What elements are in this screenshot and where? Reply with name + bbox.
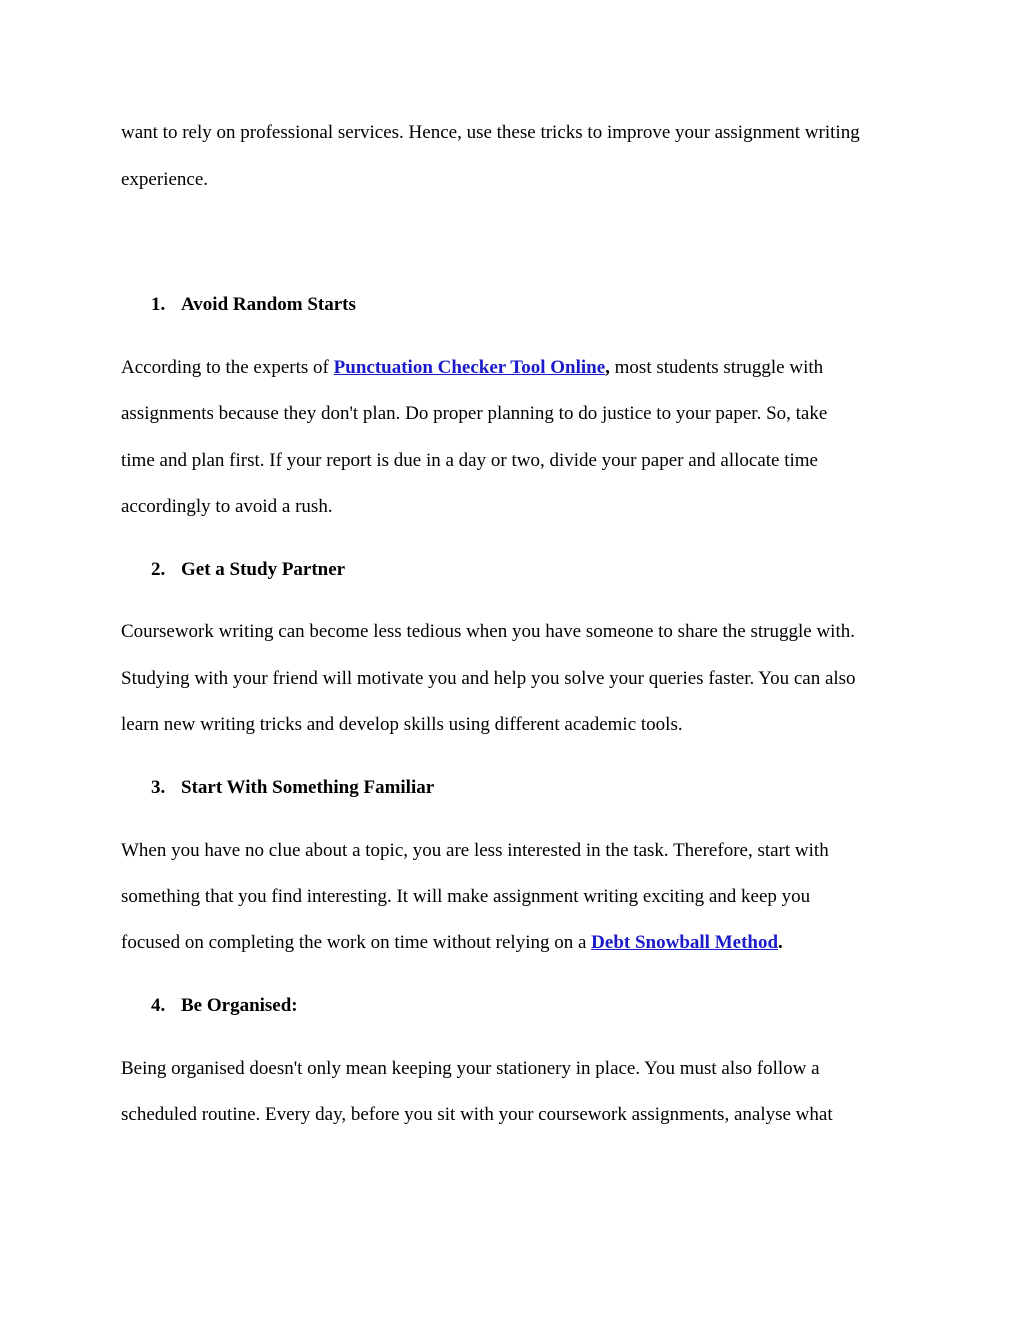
intro-line-1: want to rely on professional services. Hence, use these tricks to improve your assignment writing [121,122,860,143]
section-heading-2 [151,558,345,582]
text-run: most students struggle with [609,357,824,378]
debt-snowball-link[interactable]: Debt Snowball Method [591,932,779,953]
section-heading-3 [151,776,434,800]
section-heading-4 [151,994,298,1018]
paragraph-line: scheduled routine. Every day, before you sit with your coursework assignments, analyse what [121,1104,833,1125]
paragraph-line: accordingly to avoid a rush. [121,496,333,517]
paragraph-line [121,356,823,380]
section-title: Get a Study Partner [181,559,346,580]
punctuation-checker-link[interactable]: Punctuation Checker Tool Online [333,357,606,378]
section-title: Be Organised: [181,995,298,1016]
section-number: 1. [151,294,166,315]
text-run: focused on completing the work on time without relying on a [121,932,592,953]
paragraph-line: Being organised doesn't only mean keeping your stationery in place. You must also follow a [121,1058,820,1079]
section-number: 3. [151,777,166,798]
section-heading-1 [151,293,356,317]
text-run: , [605,357,610,378]
paragraph-line: Studying with your friend will motivate you and help you solve your queries faster. You can also [121,668,856,689]
text-run: . [778,932,783,953]
section-number: 4. [151,995,166,1016]
paragraph-line [121,931,783,955]
paragraph-line: Coursework writing can become less tedious when you have someone to share the struggle with. [121,621,855,642]
text-run: According to the experts of [121,357,334,378]
paragraph-line: time and plan first. If your report is due in a day or two, divide your paper and allocate time [121,450,818,471]
paragraph-line: assignments because they don't plan. Do proper planning to do justice to your paper. So, take [121,403,828,424]
intro-line-2: experience. [121,169,209,190]
paragraph-line: When you have no clue about a topic, you are less interested in the task. Therefore, start with [121,840,829,861]
section-title: Start With Something Familiar [181,777,435,798]
paragraph-line: learn new writing tricks and develop skills using different academic tools. [121,714,683,735]
section-number: 2. [151,559,166,580]
paragraph-line: something that you find interesting. It will make assignment writing exciting and keep you [121,886,811,907]
section-title: Avoid Random Starts [181,294,356,315]
